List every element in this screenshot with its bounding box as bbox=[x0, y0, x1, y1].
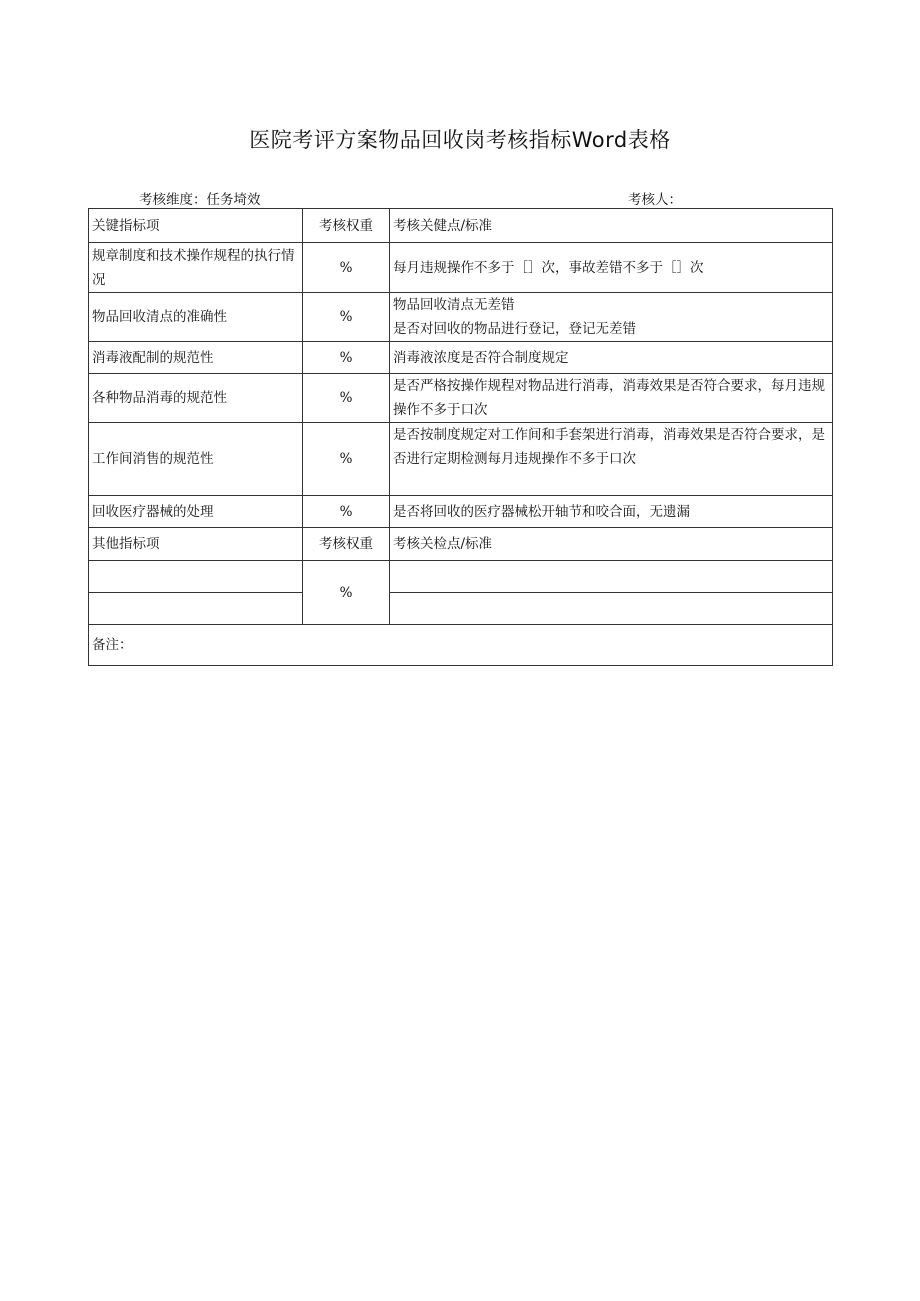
row-criteria bbox=[390, 374, 833, 423]
table-row bbox=[89, 342, 833, 374]
row-criteria bbox=[390, 293, 833, 342]
criteria-line: 每月违规操作不多于［］次，事故差错不多于［］次 bbox=[393, 259, 704, 276]
other-row-criteria bbox=[390, 593, 833, 625]
row-item: 规章制度和技术操作规程的执行情况 bbox=[89, 243, 303, 293]
row-criteria bbox=[390, 496, 833, 528]
other-row-item bbox=[89, 593, 303, 625]
row-item: 消毒液配制的规范性 bbox=[89, 342, 303, 374]
criteria-line: 是否严格按操作规程对物品进行消毒，消毒效果是否符合要求，每月违规操作不多于口次 bbox=[393, 378, 825, 418]
other-header-criteria: 考核关检点/标准 bbox=[390, 528, 833, 561]
row-item: 工作间消售的规范性 bbox=[89, 423, 303, 496]
remarks-row bbox=[89, 625, 833, 666]
criteria-line: 是否按制度规定对工作间和手套架进行消毒，消毒效果是否符合要求，是否进行定期检测每月违规操作不多于口次 bbox=[393, 427, 825, 467]
row-item: 物品回收清点的准确性 bbox=[89, 293, 303, 342]
other-row bbox=[89, 561, 833, 593]
row-weight: % bbox=[303, 342, 390, 374]
document-title: 医院考评方案物品回收岗考核指标Word表格 bbox=[249, 128, 671, 152]
table-header-row bbox=[89, 209, 833, 243]
row-weight: % bbox=[303, 293, 390, 342]
row-weight: % bbox=[303, 423, 390, 496]
other-row bbox=[89, 593, 833, 625]
table-row bbox=[89, 423, 833, 496]
other-header-item: 其他指标项 bbox=[89, 528, 303, 561]
other-weight: % bbox=[303, 561, 390, 625]
row-item: 各种物品消毒的规范性 bbox=[89, 374, 303, 423]
header-criteria: 考核关健点/标准 bbox=[390, 209, 833, 243]
assessment-table bbox=[88, 208, 833, 666]
table-row bbox=[89, 374, 833, 423]
row-weight: % bbox=[303, 496, 390, 528]
other-header-weight: 考核权重 bbox=[303, 528, 390, 561]
table-row bbox=[89, 496, 833, 528]
criteria-line: 是否对回收的物品进行登记，登记无差错 bbox=[393, 321, 636, 337]
remarks-label: 备注： bbox=[89, 625, 833, 666]
criteria-line: 消毒液浓度是否符合制度规定 bbox=[393, 349, 569, 366]
row-item: 回收医疗器械的处理 bbox=[89, 496, 303, 528]
other-header-row bbox=[89, 528, 833, 561]
header-weight: 考核权重 bbox=[303, 209, 390, 243]
table-row bbox=[89, 243, 833, 293]
row-weight: % bbox=[303, 243, 390, 293]
row-weight: % bbox=[303, 374, 390, 423]
other-row-item bbox=[89, 561, 303, 593]
table-row bbox=[89, 293, 833, 342]
other-row-criteria bbox=[390, 561, 833, 593]
row-criteria bbox=[390, 342, 833, 374]
criteria-line: 是否将回收的医疗器械松开轴节和咬合面，无遗漏 bbox=[393, 503, 690, 520]
assessment-dimension: 考核维度：任务埼效 bbox=[139, 192, 261, 208]
row-criteria bbox=[390, 423, 833, 496]
row-criteria bbox=[390, 243, 833, 293]
criteria-line: 物品回收清点无差错 bbox=[393, 297, 515, 313]
assessor-label: 考核人： bbox=[628, 192, 682, 208]
header-item: 关键指标项 bbox=[89, 209, 303, 243]
